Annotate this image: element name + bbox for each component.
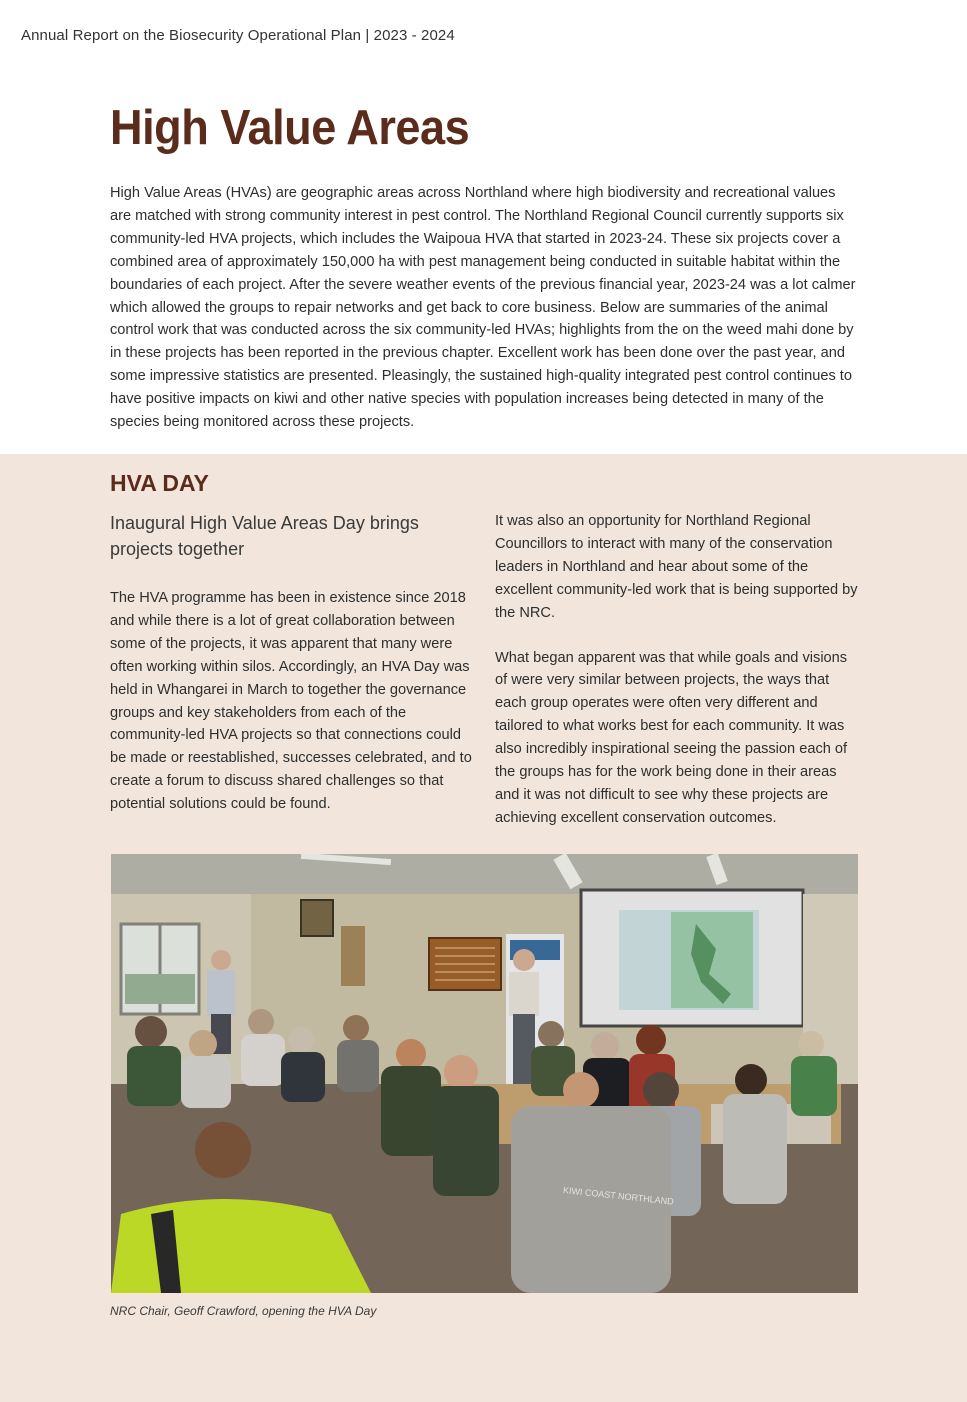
right-body-paragraph-1: It was also an opportunity for Northland Regional Councillors to interact with many of the conservation leaders in Northland and hear about some of the excellent community-led work that is being supported by the NRC. (495, 513, 858, 621)
hva-day-photo (111, 854, 858, 1293)
intro-paragraph: High Value Areas (HVAs) are geographic areas across Northland where high biodiversity and recreational values are matched with strong community interest in pest control. The Northland Regional Council currently supports six community-led HVA projects, which includes the Waipoua HVA that started in 2023-24. These six projects cover a combined area of approximately 150,000 ha with pest management being conducted in suitable habitat within the boundaries of each project. After the severe weather events of the previous financial year, 2023-24 was a lot calmer which allowed the groups to repair networks and get back to core business. Below are summaries of the animal control work that was conducted across the six community-led HVAs; highlights from the on the weed mahi done by in these projects has been reported in the previous chapter. Excellent work has been done over the past year, and some impressive statistics are presented. Pleasingly, the sustained high-quality integrated pest control continues to have positive impacts on kiwi and other native species with population increases being detected in many of the species being monitored across these projects. (110, 185, 856, 431)
running-header: Annual Report on the Biosecurity Operational Plan | 2023 - 2024 (21, 27, 455, 44)
shirt-print: KIWI COAST NORTHLAND (562, 1185, 675, 1207)
page-title: High Value Areas (110, 101, 470, 155)
section-subheading: Inaugural High Value Areas Day brings projects together (110, 513, 419, 559)
right-column (495, 510, 861, 830)
left-body-paragraph: The HVA programme has been in existence since 2018 and while there is a lot of great collaboration between some of the projects, it was apparent that many were often working within silos. Accordingly, an HVA Day was held in Whangarei in March to together the governance groups and key stakeholders from each of the community-led HVA projects so that connections could be made or reestablished, successes celebrated, and to create a forum to discuss shared challenges so that potential solutions could be found. (110, 590, 472, 813)
left-column (110, 510, 476, 816)
right-body-paragraph-2: What began apparent was that while goals and visions of were very similar between projects, the ways that each group operates were often very different and tailored to what works best for each community. It was also incredibly inspirational seeing the passion each of the groups has for the work being done in their areas and it was not difficult to see why these projects are achieving excellent conservation outcomes. (495, 649, 848, 826)
section-heading: HVA DAY (110, 470, 209, 496)
photo-caption: NRC Chair, Geoff Crawford, opening the HVA Day (110, 1304, 377, 1318)
